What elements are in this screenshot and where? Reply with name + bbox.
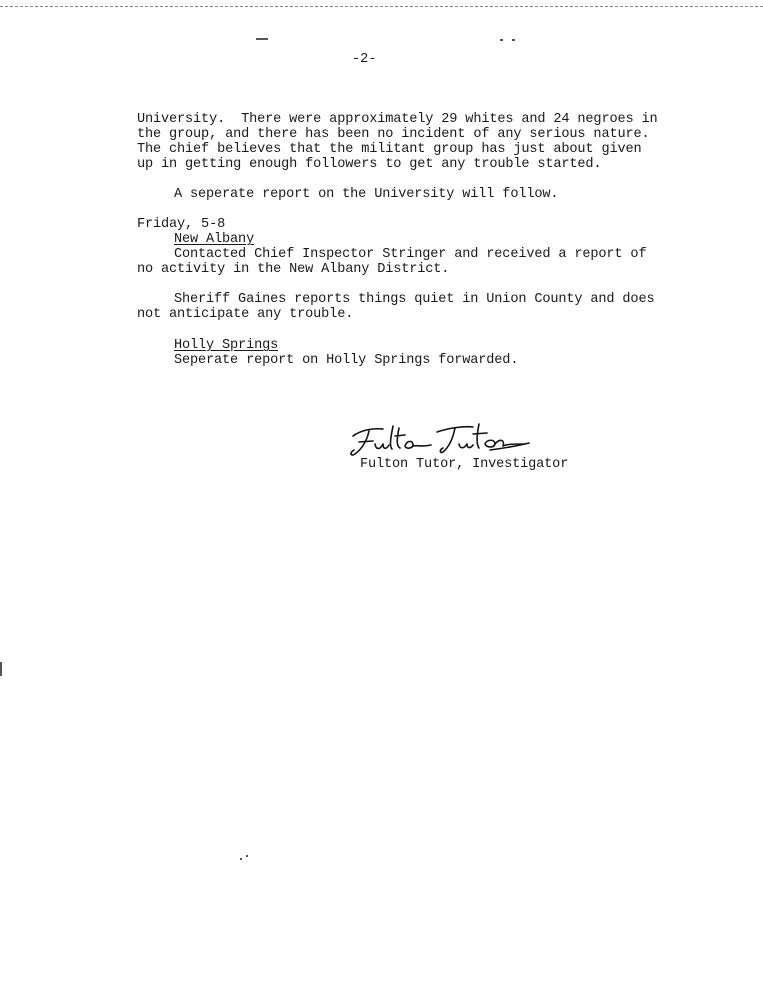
scan-mark bbox=[512, 39, 515, 41]
paragraph-line: the group, and there has been no incident of any serious nature. bbox=[137, 127, 650, 142]
paragraph-line: University. There were approximately 29 whites and 24 negroes in bbox=[137, 112, 658, 127]
paragraph-line: Contacted Chief Inspector Stringer and received a report of bbox=[174, 247, 647, 262]
date-line: Friday, 5-8 bbox=[137, 217, 226, 232]
scan-mark bbox=[500, 39, 503, 41]
paragraph-line: no activity in the New Albany District. bbox=[137, 262, 450, 277]
paragraph-line: Seperate report on Holly Springs forwarded. bbox=[174, 353, 519, 368]
scan-mark bbox=[256, 38, 268, 40]
scan-mark bbox=[240, 858, 242, 860]
page-number: -2- bbox=[352, 52, 377, 67]
signature-typed-name: Fulton Tutor, Investigator bbox=[360, 457, 569, 472]
section-heading-new-albany: New Albany bbox=[174, 232, 255, 247]
paragraph-line: A seperate report on the University will follow. bbox=[174, 187, 559, 202]
handwritten-signature bbox=[345, 414, 545, 462]
paragraph-line: not anticipate any trouble. bbox=[137, 307, 354, 322]
section-heading-holly-springs: Holly Springs bbox=[174, 338, 279, 353]
page-top-edge bbox=[0, 0, 763, 7]
scan-mark bbox=[246, 855, 248, 857]
paragraph-line: The chief believes that the militant group has just about given bbox=[137, 142, 642, 157]
paragraph-line: up in getting enough followers to get any trouble started. bbox=[137, 157, 602, 172]
paragraph-line: Sheriff Gaines reports things quiet in Union County and does bbox=[174, 292, 655, 307]
scan-mark bbox=[0, 662, 2, 676]
